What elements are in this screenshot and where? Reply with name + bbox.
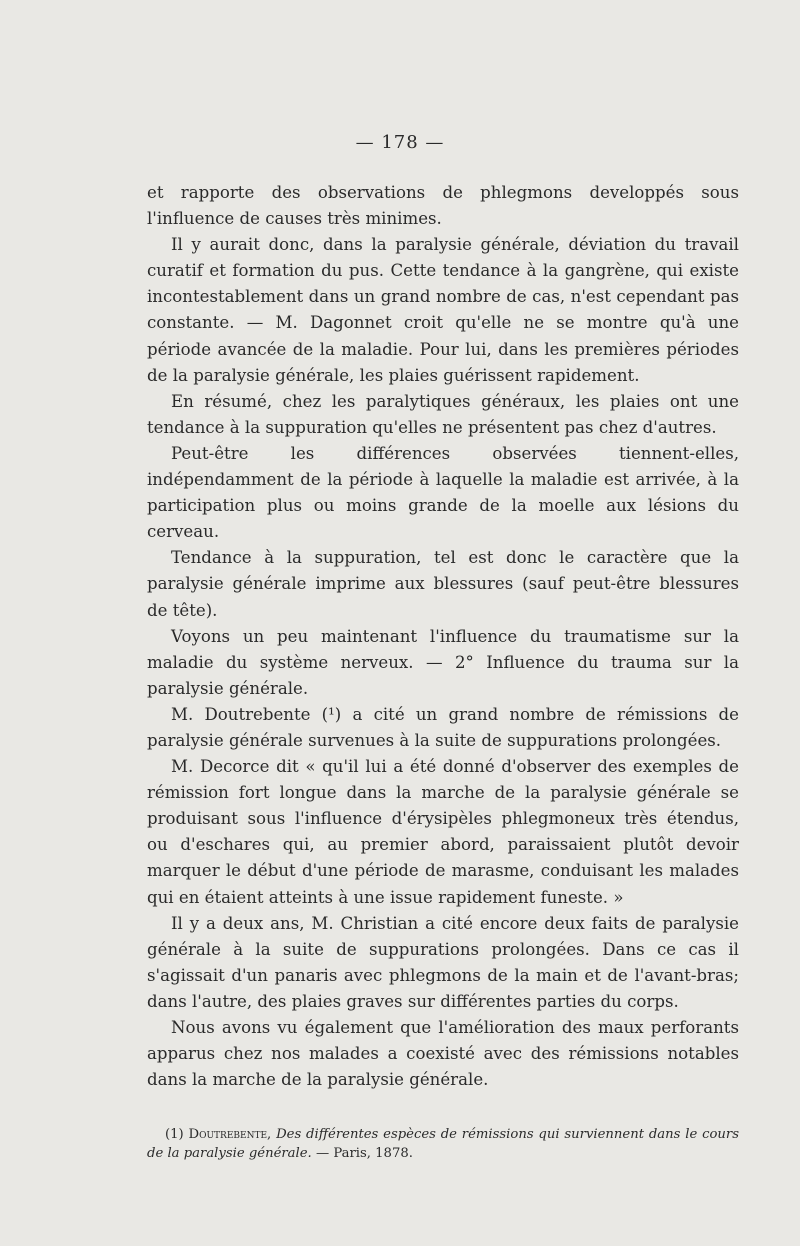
page-number: — 178 —	[355, 132, 445, 153]
footnote-publication: — Paris, 1878.	[315, 1146, 413, 1161]
paragraph-8: M. Decorce dit « qu'il lui a été donné d'observer des exemples de rémission fort longue dans la marche de la paralysie générale se produisant sous l'influence d'érysipèles phlegmoneux très étendus, ou d'eschares qui, au premier abord, paraissaient plutôt devoir marquer le début d'une période de marasme, conduisant les malades qui en étaient atteints à une issue rapidement funeste. »	[147, 757, 739, 907]
footnote-title: Des différentes espèces de rémissions qui surviennent dans le cours de la paralysie générale.	[147, 1127, 739, 1161]
paragraph-4: Peut-être les différences observées tiennent-elles, indépendamment de la période à laquelle la maladie est arrivée, à la participation plus ou moins grande de la moelle aux lésions du cerveau.	[147, 443, 739, 542]
paragraph-6: Voyons un peu maintenant l'influence du traumatisme sur la maladie du système nerveux. — 2° Influence du trauma sur la paralysie générale.	[147, 626, 739, 698]
footnote-marker: (1)	[165, 1127, 184, 1142]
paragraph-10: Nous avons vu également que l'amélioration des maux perforants apparus chez nos malades a coexisté avec des rémissions notables dans la marche de la paralysie générale.	[147, 1018, 739, 1090]
paragraph-5: Tendance à la suppuration, tel est donc le caractère que la paralysie générale imprime aux blessures (sauf peut-être blessures de tête).	[147, 548, 739, 620]
paragraph-3: En résumé, chez les paralytiques généraux, les plaies ont une tendance à la suppuration qu'elles ne présentent pas chez d'autres.	[147, 391, 739, 437]
paragraph-1: et rapporte des observations de phlegmons developpés sous l'influence de causes très minimes.	[147, 183, 739, 229]
paragraph-7: M. Doutrebente (¹) a cité un grand nombre de rémissions de paralysie générale survenues à la suite de suppurations prolongées.	[147, 704, 739, 750]
footnote-author: Doutrebente,	[188, 1127, 272, 1142]
paragraph-9: Il y a deux ans, M. Christian a cité encore deux faits de paralysie générale à la suite de suppurations prolongées. Dans ce cas il s'agissait d'un panaris avec phlegmons de la main et de l'avant-bras; dans l'autre, des plaies graves sur différentes parties du corps.	[147, 913, 739, 1011]
paragraph-2: Il y aurait donc, dans la paralysie générale, déviation du travail curatif et formation du pus. Cette tendance à la gangrène, qui existe incontestablement dans un grand nombre de cas, n'est cependant pas constante. — M. Dagonnet croit qu'elle ne se montre qu'à une période avancée de la maladie. Pour lui, dans les premières périodes de la paralysie générale, les plaies guérissent rapidement.	[147, 235, 739, 385]
footnote	[147, 1125, 739, 1163]
body-text	[147, 180, 739, 1093]
